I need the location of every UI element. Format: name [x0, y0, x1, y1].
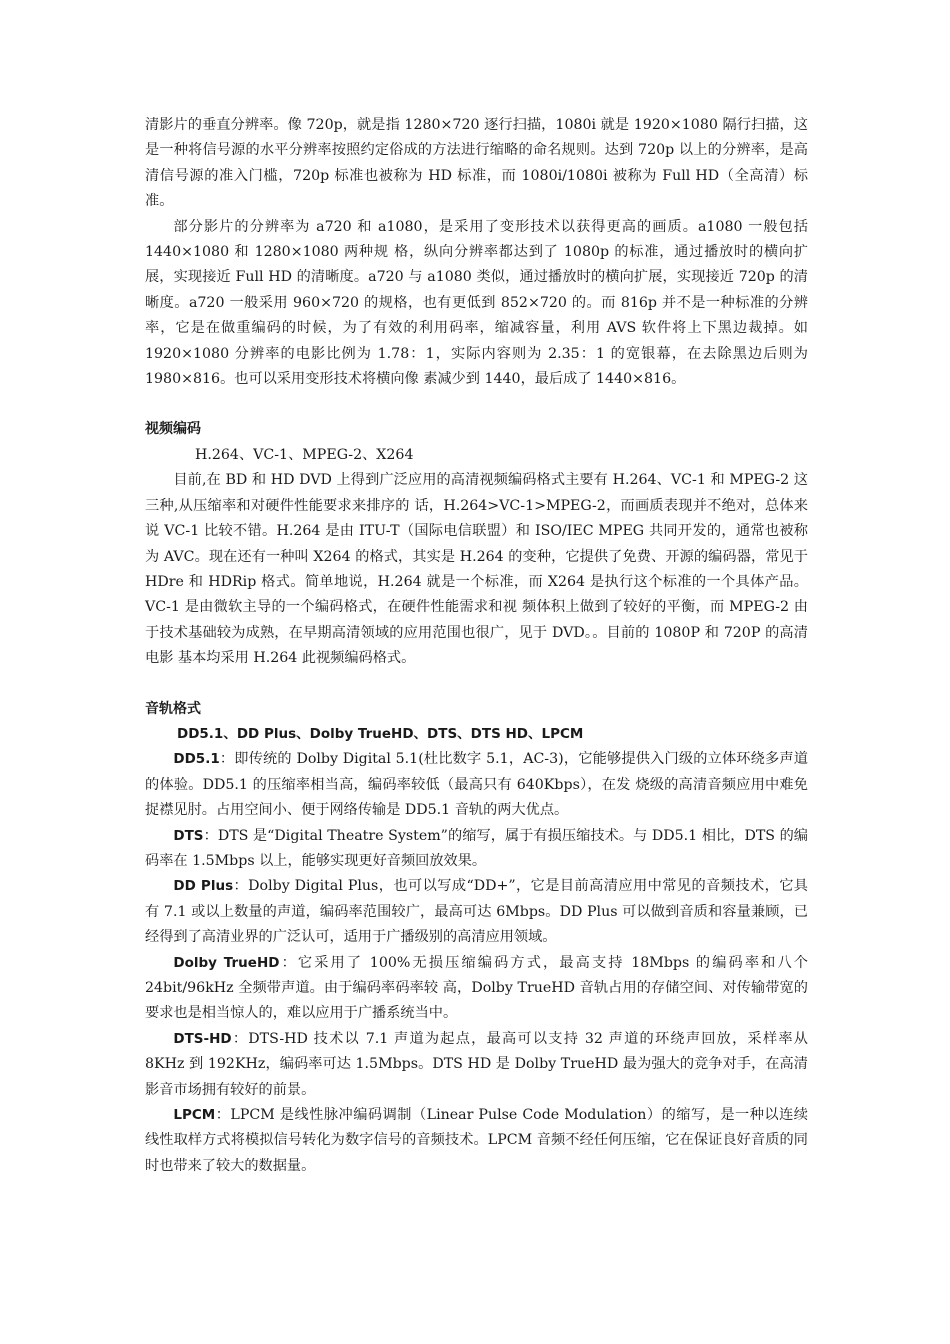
- audio-term: DTS: [173, 827, 204, 844]
- resolution-paragraph-1: 清影片的垂直分辨率。像 720p，就是指 1280×720 逐行扫描，1080i 就是 1920×1080 隔行扫描，这是一种将信号源的水平分辨率按照约定俗成的方法进行缩略的命名规则。达到 720p 以上的分辨率，是高清信号源的准入门槛，720p 标准也被称为 HD 标准，而 1080i/1080i 被称为 Full HD（全高清）标准。: [145, 117, 808, 210]
- video-formats-line: H.264、VC-1、MPEG-2、X264: [195, 446, 414, 463]
- audio-section-heading: 音轨格式: [145, 700, 201, 717]
- audio-item-dd-plus: [145, 874, 808, 950]
- audio-item-dts: [145, 824, 808, 875]
- audio-item-lpcm: [145, 1103, 808, 1179]
- audio-item-dd51: [145, 747, 808, 823]
- audio-description: ：LPCM 是线性脉冲编码调制（Linear Pulse Code Modulation）的缩写，是一种以连续线性取样方式将模拟信号转化为数字信号的音频技术。LPCM 音频不经任何压缩，它在保证良好音质的同时也带来了较大的数据量。: [145, 1107, 808, 1174]
- video-paragraph: 目前,在 BD 和 HD DVD 上得到广泛应用的高清视频编码格式主要有 H.264、VC-1 和 MPEG-2 这三种,从压缩率和对硬件性能要求来排序的 话，H.264>VC-1>MPEG-2，而画质表现并不绝对，总体来说 VC-1 比较不错。H.264 是由 ITU-T（国际电信联盟）和 ISO/IEC MPEG 共同开发的，通常也被称为 AVC。现在还有一种叫 X264 的格式，其实是 H.264 的变种，它提供了免费、开源的编码器，常见于 HDre 和 HDRip 格式。简单地说，H.264 就是一个标准，而 X264 是执行这个标准的一个具体产品。VC-1 是由微软主导的一个编码格式，在硬件性能需求和视 频体积上做到了较好的平衡，而 MPEG-2 由于技术基础较为成熟，在早期高清领域的应用范围也很广，见于 DVD。。目前的 1080P 和 720P 的高清电影 基本均采用 H.264 此视频编码格式。: [145, 472, 808, 667]
- resolution-paragraph-2: 部分影片的分辨率为 a720 和 a1080，是采用了变形技术以获得更高的画质。a1080 一般包括 1440×1080 和 1280×1080 两种规 格，纵向分辨率都达到了 1080p 的标准，通过播放时的横向扩展，实现接近 Full HD 的清晰度。a720 与 a1080 类似，通过播放时的横向扩展，实现接近 720p 的清晰度。a720 一般采用 960×720 的规格，也有更低到 852×720 的。而 816p 并不是一种标准的分辨率，它是在做重编码的时候，为了有效的利用码率，缩减容量，利用 AVS 软件将上下黑边裁掉。如 1920×1080 分辨率的电影比例为 1.78：1，实际内容则为 2.35：1 的宽银幕，在去除黑边后则为 1980×816。也可以采用变形技术将横向像 素减少到 1440，最后成了 1440×816。: [145, 218, 808, 388]
- video-section-heading: 视频编码: [145, 421, 201, 438]
- audio-term: DD Plus: [173, 878, 234, 895]
- audio-description: ：Dolby Digital Plus，也可以写成“DD+”，它是目前高清应用中常见的音频技术，它具有 7.1 或以上数量的声道，编码率范围较广，最高可达 6Mbps。DD Plus 可以做到音质和容量兼顾，已经得到了高清业界的广泛认可，适用于广播级别的高清应用领域。: [145, 878, 808, 946]
- audio-item-dolby-truehd: [145, 951, 808, 1027]
- audio-term: LPCM: [173, 1107, 216, 1124]
- audio-description: ：DTS 是“Digital Theatre System”的缩写，属于有损压缩技术。与 DD5.1 相比，DTS 的编码率在 1.5Mbps 以上，能够实现更好音频回放效果。: [145, 827, 808, 869]
- audio-description: ：DTS-HD 技术以 7.1 声道为起点，最高可以支持 32 声道的环绕声回放，采样率从 8KHz 到 192KHz，编码率可达 1.5Mbps。DTS HD 是 Dolby TrueHD 最为强大的竞争对手，在高清影音市场拥有较好的前景。: [145, 1030, 808, 1098]
- audio-item-dts-hd: [145, 1027, 808, 1103]
- audio-term: DTS-HD: [173, 1030, 232, 1047]
- audio-term: DD5.1: [173, 751, 220, 768]
- audio-term: Dolby TrueHD: [173, 954, 280, 971]
- audio-description: ：它采用了 100%无损压缩编码方式，最高支持 18Mbps 的编码率和八个 24bit/96kHz 全频带声道。由于编码率码率较 高，Dolby TrueHD 音轨占用的存储空间、对传输带宽的要求也是相当惊人的，难以应用于广播系统当中。: [145, 954, 808, 1022]
- document-page: [145, 113, 808, 1179]
- audio-formats-line: DD5.1、DD Plus、Dolby TrueHD、DTS、DTS HD、LPCM: [177, 725, 584, 742]
- audio-description: ：即传统的 Dolby Digital 5.1(杜比数字 5.1，AC-3)，它能够提供入门级的立体环绕多声道的体验。DD5.1 的压缩率相当高，编码率较低（最高只有 640Kbps），在发 烧级的高清音频应用中难免捉襟见肘。占用空间小、便于网络传输是 DD5.1 音轨的两大优点。: [145, 751, 808, 819]
